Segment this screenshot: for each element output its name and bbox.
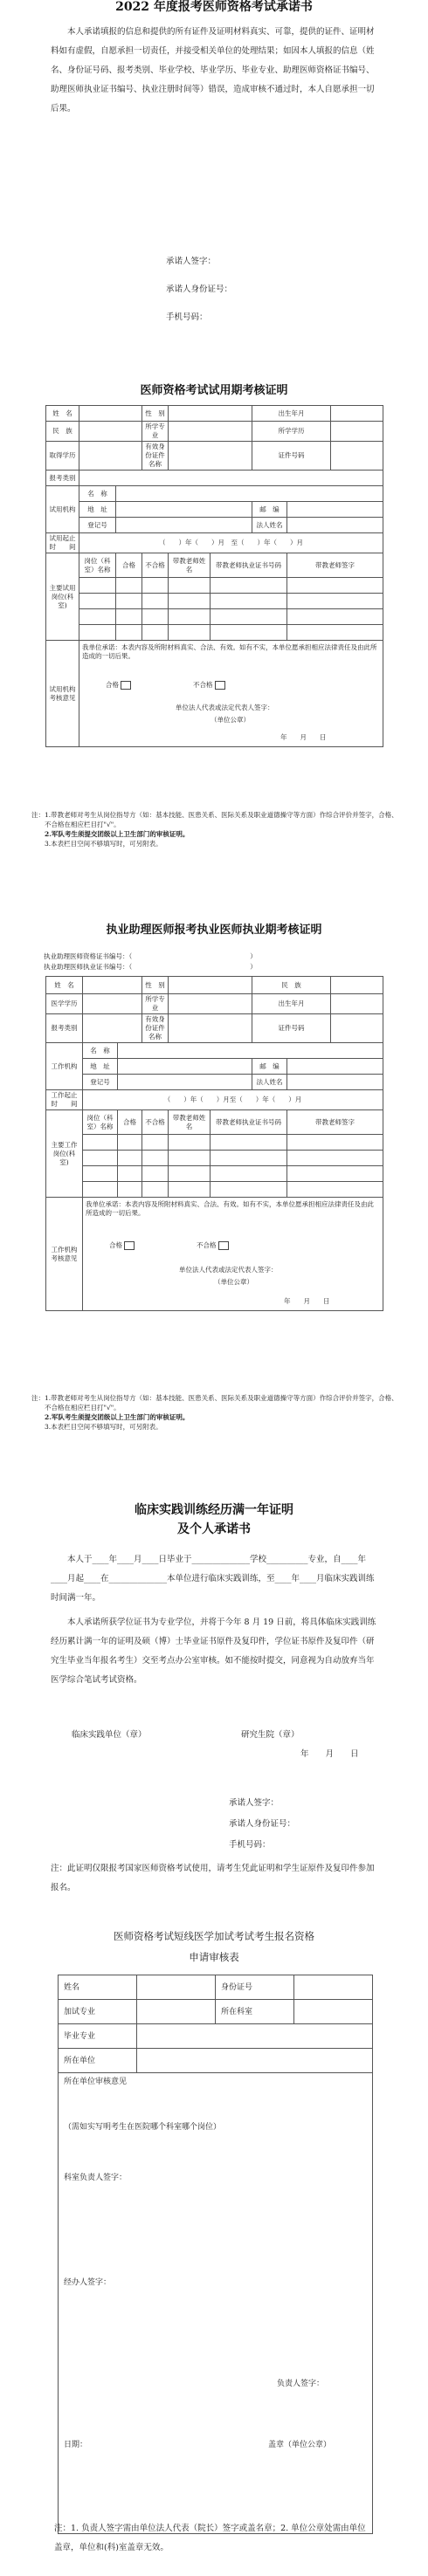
p-cell-teacher-sign-header: 带教老师签字 [287, 1110, 383, 1135]
p-cell-id-type-label: 有效身份证件名称 [142, 1014, 169, 1043]
cell-postcode-label: 邮 编 [252, 502, 287, 518]
promise-signature-label: 承诺人签字： [166, 257, 217, 266]
cell-org-name-label: 名 称 [79, 486, 116, 502]
trial-fail-checkbox[interactable] [215, 681, 225, 690]
extra-handler: 经办人签字： [64, 2278, 112, 2287]
promise-phone-label: 手机号码： [166, 313, 208, 322]
p-cell-birth-label: 出生年月 [252, 994, 331, 1014]
clinical-paragraph-1: 本人于____年____月____日毕业于______________学校__________专业，自____年____月起____在______________本单位进行临床实践训练，至____年____月临床实践训练时间满一年。 [51, 1555, 375, 1603]
trial-notes-label: 注： [31, 811, 45, 819]
clinical-practice-section [0, 1501, 428, 1955]
p-cell-org-name-label: 名 称 [83, 1043, 118, 1059]
extra-exam-table [58, 1975, 373, 2534]
extra-date: 日期： [64, 2441, 88, 2449]
practice-note-3: 3.本表栏目空间不够填写时，可另附表。 [45, 1423, 162, 1431]
p-cell-unqualified-header: 不合格 [142, 1110, 169, 1135]
cell-opinion-label: 试用机构考核意见 [46, 641, 79, 747]
p-cell-dept-header: 岗位（科室）名称 [83, 1110, 118, 1135]
p-cell-work-org-label: 工作机构 [46, 1043, 83, 1090]
extra-opinion-title: 所在单位审核意见 [64, 2078, 128, 2086]
extra-dept-head: 科室负责人签字： [64, 2174, 128, 2182]
cell-ethnic-label: 民 族 [46, 422, 79, 442]
assistant-cert-no: 执业助理医师资格证书编号：（ ） [44, 952, 257, 960]
p-cell-main-dept-label: 主要工作岗位(科室) [46, 1110, 83, 1198]
extra-exam-section [0, 1929, 428, 2576]
p-cell-work-period-label: 工作起止时 间 [46, 1090, 83, 1110]
practice-fail-checkbox[interactable] [218, 1241, 229, 1250]
p-cell-ethnic-label: 民 族 [252, 977, 331, 994]
trial-fail-label: 不合格 [193, 681, 213, 689]
cell-org-reg-label: 登记号 [79, 518, 116, 533]
p-cell-qualified-header: 合格 [118, 1110, 142, 1135]
trial-notes [31, 810, 398, 848]
cell-trial-period-label: 试用起止时 间 [46, 533, 79, 553]
clinical-practice-unit: 临床实践单位（章） [72, 1730, 147, 1740]
cell-major-label: 所学专业 [142, 422, 169, 442]
clinical-title-line2: 及个人承诺书 [177, 1522, 251, 1536]
practice-promise-text: 我单位承诺：本表内容及所附材料真实、合法、有效。如有不实，本单位愿承担相应法律责任及由此所造成的一切后果。 [86, 1200, 374, 1217]
extra-grad-major-label: 毕业专业 [59, 2024, 137, 2049]
p-cell-exam-type-label: 报考类别 [46, 1014, 83, 1043]
trial-note-1: 1.带教老师对考生从岗位指导方（如：基本技能、医患关系、医际关系及职业道德操守等方面）作综合评价并签字，合格、不合格在相应栏目打"√"。 [45, 811, 398, 828]
cell-name-label: 姓 名 [46, 406, 79, 422]
promise-paragraph: 本人承诺填报的信息和提供的所有证件及证明材料真实、可靠，提供的证件、证明材料如有虚假，自愿承担一切责任，并接受相关单位的处理结果；如因本人填报的信息（姓名、身份证号码、报考类别、毕业学校、毕业学历、毕业专业、助理医师资格证书编号、助理医师执业证书编号、执业注册时间等）错误，造成审核不通过时，本人自愿承担一切后果。 [51, 27, 375, 113]
p-cell-legal-rep-label: 法人姓名 [252, 1075, 287, 1090]
cell-edu-label: 所学学历 [252, 422, 331, 442]
clinical-date: 年 月 日 [300, 1749, 359, 1759]
extra-unit-label: 所在单位 [59, 2049, 137, 2073]
extra-dept-label: 所在科室 [216, 2000, 294, 2024]
clinical-phone-label: 手机号码： [229, 1840, 271, 1850]
p-cell-gender-label: 性 别 [142, 977, 169, 994]
cell-dept-header: 岗位（科室）名称 [79, 553, 116, 578]
cell-gender-label: 性 别 [142, 406, 169, 422]
extra-name-label: 姓名 [59, 1975, 137, 2000]
p-cell-id-no-label: 证件号码 [252, 1014, 331, 1043]
cell-exam-type-label: 报考类别 [46, 471, 79, 486]
trial-promise-text: 我单位承诺：本表内容及所附材料真实、合法、有效。如有不实，本单位愿承担相应法律责任及由此所造成的一切后果。 [82, 643, 377, 660]
clinical-id-label: 承诺人身份证号： [229, 1819, 296, 1829]
practice-assessment-title: 执业助理医师报考执业医师执业期考核证明 [106, 924, 322, 937]
clinical-paragraph-2: 本人承诺所获学位证书为专业学位，并将于今年 8 月 19 日前，将具体临床实践训练经历累计满一年的证明及硕（博）士毕业证书原件及复印件，学位证书原件及复印件（研究生毕业当年报名考生）交至考点办公室审核。如不能按时提交，同意视为自动放弃当年医学综合笔试考试资格。 [51, 1618, 376, 1685]
practice-note-2: 2.军队考生须提交团级以上卫生部门的审核证明。 [45, 1413, 190, 1421]
practice-fail-label: 不合格 [197, 1241, 217, 1249]
promise-title: 2022 年度报考医师资格考试承诺书 [115, 0, 313, 14]
p-cell-teacher-name-header: 带教老师姓名 [169, 1110, 211, 1135]
extra-major-label: 加试专业 [59, 2000, 137, 2024]
practice-pass-label: 合格 [109, 1241, 122, 1249]
practice-assessment-table [45, 976, 383, 1311]
trial-assessment-section [0, 384, 428, 855]
p-cell-org-addr-label: 地 址 [83, 1059, 118, 1075]
p-cell-major-label: 所学专业 [142, 994, 169, 1014]
trial-legal-sign: 单位法人代表或法定代表人签字： [176, 704, 274, 711]
clinical-title-line1: 临床实践训练经历满一年证明 [135, 1503, 293, 1517]
trial-note-3: 3.本表栏目空间不够填写时，可另附表。 [45, 840, 162, 848]
trial-pass-checkbox[interactable] [121, 681, 131, 690]
cell-birth-label: 出生年月 [252, 406, 331, 422]
p-cell-name-label: 姓 名 [46, 977, 83, 994]
cell-id-type-label: 有效身份证件名称 [142, 442, 169, 471]
practice-note-1: 1.带教老师对考生从岗位指导方（如：基本技能、医患关系、医际关系及职业道德操守等方面）作综合评价并签字，合格、不合格在相应栏目打"√"。 [45, 1394, 398, 1412]
trial-assessment-title: 医师资格考试试用期考核证明 [140, 384, 288, 397]
practice-notes-label: 注： [31, 1394, 45, 1402]
practice-date: 年 月 日 [284, 1297, 330, 1305]
trial-stamp: （单位公章） [211, 716, 250, 724]
cell-trial-org-label: 试用机构 [46, 486, 79, 533]
p-cell-teacher-cert-header: 带教老师执业证书号码 [211, 1110, 287, 1135]
clinical-signature-label: 承诺人签字： [229, 1798, 280, 1808]
promise-section [0, 0, 428, 322]
p-cell-work-period-value: （ ）年（ ）月至（ ）年（ ）月 [83, 1090, 383, 1110]
cell-unqualified-header: 不合格 [142, 553, 169, 578]
extra-id-label: 身份证号 [216, 1975, 294, 2000]
practice-notes [31, 1393, 398, 1432]
promise-id-label: 承诺人身份证号： [166, 285, 233, 294]
clinical-grad-school: 研究生院（章） [241, 1730, 300, 1740]
extra-stamp: 盖章（单位公章） [268, 2441, 332, 2449]
cell-teacher-name-header: 带教老师姓名 [169, 553, 211, 578]
practice-pass-checkbox[interactable] [124, 1241, 135, 1250]
p-cell-opinion-label: 工作机构考核意见 [46, 1198, 83, 1311]
p-cell-postcode-label: 邮 编 [252, 1059, 287, 1075]
cell-legal-rep-label: 法人姓名 [252, 518, 287, 533]
extra-note: 注：1. 负责人签字需由单位法人代表（院长）签字或盖名章；2. 单位公章处需由单位盖章，单位和(科)室盖章无效。 [54, 2524, 366, 2552]
cell-highest-edu-label: 取得学历 [46, 442, 79, 471]
cell-trial-period-value: （ ）年（ ）月 至（ ）年（ ）月 [79, 533, 383, 553]
extra-exam-subtitle: 申请审核表 [189, 1951, 239, 1963]
cell-org-addr-label: 地 址 [79, 502, 116, 518]
trial-note-2: 2.军队考生须提交团级以上卫生部门的审核证明。 [45, 830, 190, 838]
practice-assessment-section [0, 924, 428, 1431]
trial-date: 年 月 日 [280, 733, 327, 741]
extra-opinion-hint: （需如实写明考生在医院哪个科室哪个岗位） [64, 2123, 222, 2132]
practice-stamp: （单位公章） [214, 1278, 253, 1286]
cell-teacher-sign-header: 带教老师签字 [287, 553, 383, 578]
trial-pass-label: 合格 [106, 681, 119, 689]
extra-leader-sign: 负责人签字： [277, 2380, 325, 2388]
cell-main-dept-label: 主要试用岗位(科室) [46, 553, 79, 641]
trial-assessment-table [45, 405, 383, 747]
assistant-practice-no: 执业助理医师执业证书编号：（ ） [44, 963, 257, 971]
extra-exam-title: 医师资格考试短线医学加试考试考生报名资格 [114, 1930, 314, 1942]
p-cell-edu-label: 医学学历 [46, 994, 83, 1014]
cell-qualified-header: 合格 [116, 553, 142, 578]
p-cell-org-reg-label: 登记号 [83, 1075, 118, 1090]
cell-teacher-cert-header: 带教老师执业证书号码 [211, 553, 287, 578]
cell-id-no-label: 证件号码 [252, 442, 331, 471]
practice-legal-sign: 单位法人代表或法定代表人签字： [179, 1266, 278, 1274]
clinical-note: 注：此证明仅限报考国家医师资格考试使用，请考生凭此证明和学生证原件及复印件参加报名。 [51, 1864, 375, 1893]
